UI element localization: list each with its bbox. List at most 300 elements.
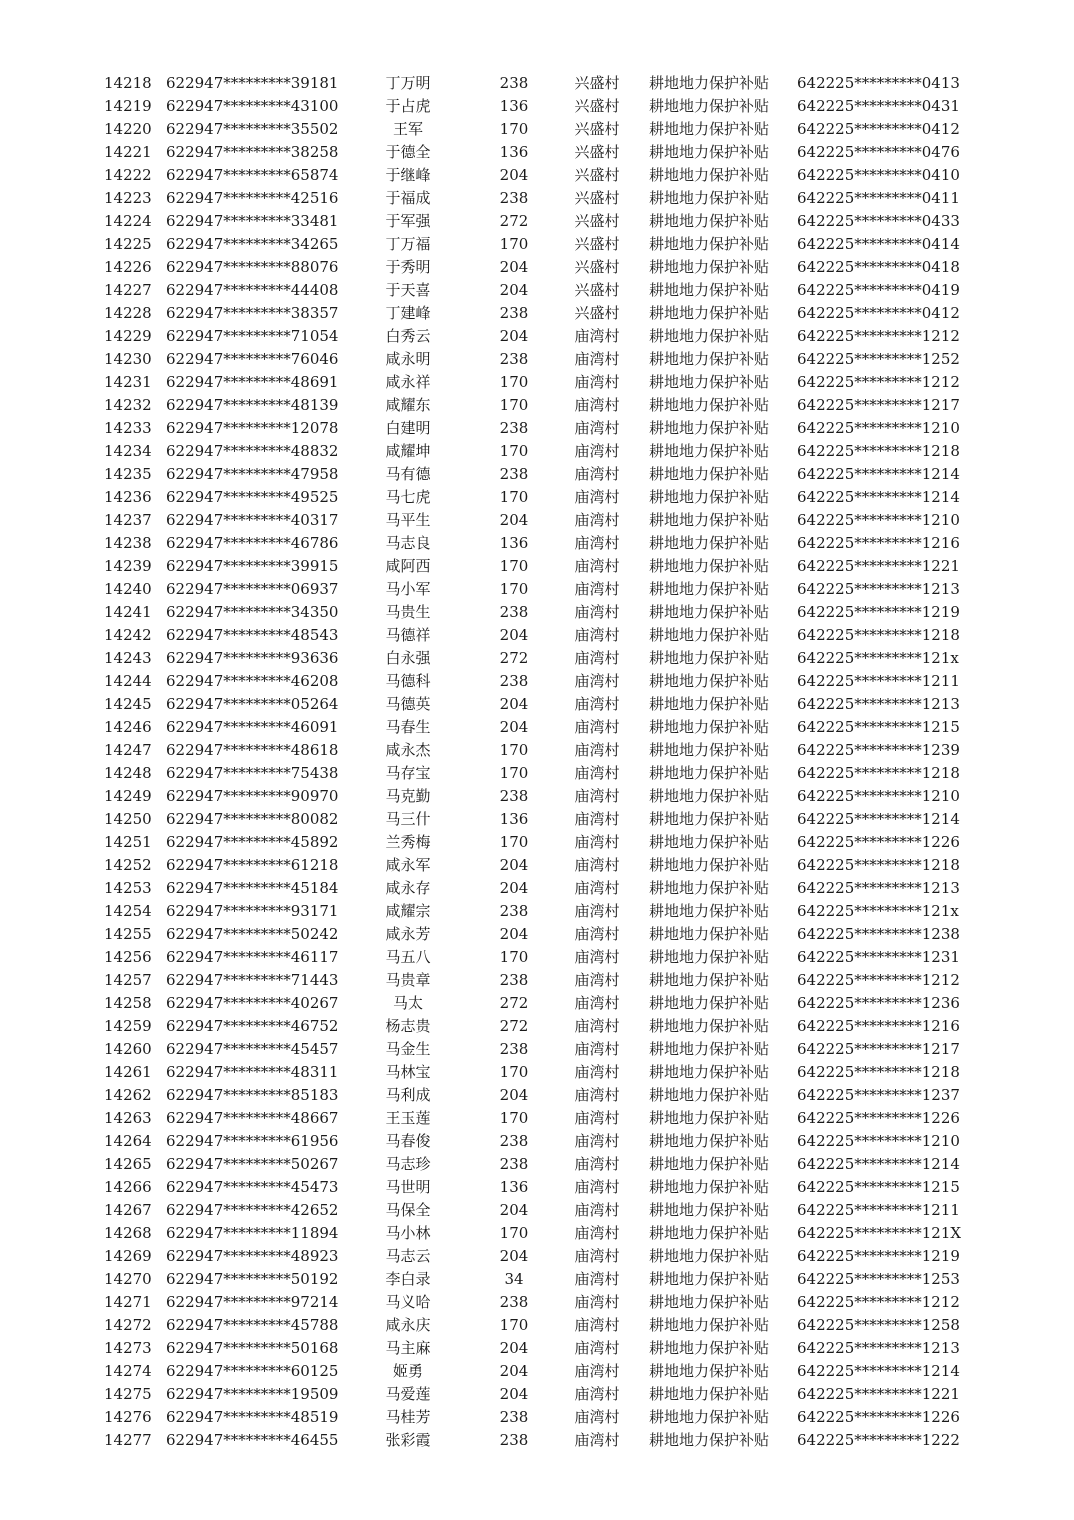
- village-name: 庙湾村: [574, 856, 620, 874]
- bank-card-number: 622947*********42516: [166, 189, 339, 207]
- id-number: 642225*********1217: [797, 396, 960, 414]
- village-name: 庙湾村: [574, 971, 620, 989]
- recipient-name: 马有德: [385, 465, 431, 483]
- subsidy-amount: 238: [499, 304, 529, 322]
- village-name: 兴盛村: [574, 281, 620, 299]
- subsidy-type: 耕地地力保护补贴: [648, 1155, 769, 1173]
- subsidy-amount: 204: [499, 718, 529, 736]
- village-name: 庙湾村: [574, 580, 620, 598]
- recipient-name: 马春俊: [385, 1132, 431, 1150]
- recipient-name: 马克勤: [385, 787, 431, 805]
- table-row: [0, 463, 1074, 486]
- table-row: [0, 716, 1074, 739]
- subsidy-type: 耕地地力保护补贴: [648, 1224, 769, 1242]
- bank-card-number: 622947*********80082: [166, 810, 339, 828]
- subsidy-type: 耕地地力保护补贴: [648, 1109, 769, 1127]
- table-row: [0, 1084, 1074, 1107]
- table-row: [0, 877, 1074, 900]
- subsidy-amount: 272: [499, 1017, 529, 1035]
- table-row: [0, 670, 1074, 693]
- subsidy-amount: 238: [499, 465, 529, 483]
- subsidy-amount: 136: [499, 534, 529, 552]
- village-name: 兴盛村: [574, 166, 620, 184]
- subsidy-type: 耕地地力保护补贴: [648, 718, 769, 736]
- subsidy-amount: 170: [499, 1224, 529, 1242]
- table-row: [0, 1406, 1074, 1429]
- subsidy-type: 耕地地力保护补贴: [648, 304, 769, 322]
- recipient-name: 马志云: [385, 1247, 431, 1265]
- id-number: 642225*********1239: [797, 741, 960, 759]
- village-name: 庙湾村: [574, 764, 620, 782]
- bank-card-number: 622947*********39915: [166, 557, 339, 575]
- village-name: 兴盛村: [574, 143, 620, 161]
- subsidy-amount: 170: [499, 373, 529, 391]
- village-name: 庙湾村: [574, 373, 620, 391]
- row-number: 14246: [104, 718, 152, 736]
- subsidy-amount: 170: [499, 488, 529, 506]
- table-row: [0, 647, 1074, 670]
- village-name: 庙湾村: [574, 1155, 620, 1173]
- table-row: [0, 1291, 1074, 1314]
- subsidy-type: 耕地地力保护补贴: [648, 166, 769, 184]
- bank-card-number: 622947*********06937: [166, 580, 339, 598]
- bank-card-number: 622947*********45788: [166, 1316, 339, 1334]
- id-number: 642225*********1218: [797, 764, 960, 782]
- recipient-name: 王军: [392, 120, 423, 138]
- row-number: 14269: [104, 1247, 152, 1265]
- village-name: 庙湾村: [574, 1316, 620, 1334]
- subsidy-type: 耕地地力保护补贴: [648, 465, 769, 483]
- row-number: 14254: [104, 902, 152, 920]
- recipient-name: 马太: [392, 994, 423, 1012]
- id-number: 642225*********0418: [797, 258, 960, 276]
- bank-card-number: 622947*********65874: [166, 166, 339, 184]
- row-number: 14228: [104, 304, 152, 322]
- bank-card-number: 622947*********76046: [166, 350, 339, 368]
- subsidy-type: 耕地地力保护补贴: [648, 1017, 769, 1035]
- subsidy-amount: 170: [499, 1109, 529, 1127]
- subsidy-amount: 204: [499, 258, 529, 276]
- row-number: 14245: [104, 695, 152, 713]
- id-number: 642225*********1253: [797, 1270, 960, 1288]
- bank-card-number: 622947*********46208: [166, 672, 339, 690]
- recipient-name: 马桂芳: [385, 1408, 431, 1426]
- table-row: [0, 923, 1074, 946]
- table-row: [0, 946, 1074, 969]
- id-number: 642225*********1212: [797, 327, 960, 345]
- subsidy-amount: 136: [499, 810, 529, 828]
- subsidy-amount: 238: [499, 350, 529, 368]
- subsidy-amount: 272: [499, 649, 529, 667]
- table-row: [0, 1061, 1074, 1084]
- id-number: 642225*********0413: [797, 74, 960, 92]
- row-number: 14232: [104, 396, 152, 414]
- table-row: [0, 1383, 1074, 1406]
- row-number: 14268: [104, 1224, 152, 1242]
- village-name: 兴盛村: [574, 120, 620, 138]
- table-row: [0, 118, 1074, 141]
- village-name: 兴盛村: [574, 189, 620, 207]
- bank-card-number: 622947*********93171: [166, 902, 339, 920]
- recipient-name: 马义哈: [385, 1293, 431, 1311]
- subsidy-type: 耕地地力保护补贴: [648, 1293, 769, 1311]
- id-number: 642225*********1212: [797, 1293, 960, 1311]
- id-number: 642225*********0410: [797, 166, 960, 184]
- village-name: 兴盛村: [574, 74, 620, 92]
- subsidy-amount: 170: [499, 1063, 529, 1081]
- subsidy-type: 耕地地力保护补贴: [648, 1385, 769, 1403]
- row-number: 14270: [104, 1270, 152, 1288]
- subsidy-amount: 136: [499, 97, 529, 115]
- subsidy-type: 耕地地力保护补贴: [648, 327, 769, 345]
- subsidy-amount: 204: [499, 695, 529, 713]
- recipient-name: 于福成: [385, 189, 431, 207]
- row-number: 14227: [104, 281, 152, 299]
- bank-card-number: 622947*********48667: [166, 1109, 339, 1127]
- subsidy-amount: 170: [499, 1316, 529, 1334]
- row-number: 14235: [104, 465, 152, 483]
- subsidy-type: 耕地地力保护补贴: [648, 787, 769, 805]
- table-row: [0, 1222, 1074, 1245]
- bank-card-number: 622947*********48519: [166, 1408, 339, 1426]
- row-number: 14234: [104, 442, 152, 460]
- id-number: 642225*********1226: [797, 1408, 960, 1426]
- subsidy-type: 耕地地力保护补贴: [648, 1316, 769, 1334]
- village-name: 庙湾村: [574, 994, 620, 1012]
- table-row: [0, 532, 1074, 555]
- recipient-name: 咸耀东: [385, 396, 431, 414]
- bank-card-number: 622947*********48139: [166, 396, 339, 414]
- recipient-name: 咸永军: [385, 856, 431, 874]
- id-number: 642225*********1210: [797, 419, 960, 437]
- recipient-name: 马存宝: [385, 764, 431, 782]
- row-number: 14218: [104, 74, 152, 92]
- table-row: [0, 992, 1074, 1015]
- village-name: 庙湾村: [574, 603, 620, 621]
- subsidy-amount: 238: [499, 419, 529, 437]
- id-number: 642225*********1258: [797, 1316, 960, 1334]
- id-number: 642225*********1215: [797, 1178, 960, 1196]
- row-number: 14250: [104, 810, 152, 828]
- subsidy-type: 耕地地力保护补贴: [648, 810, 769, 828]
- table-row: [0, 486, 1074, 509]
- village-name: 庙湾村: [574, 626, 620, 644]
- table-row: [0, 831, 1074, 854]
- row-number: 14277: [104, 1431, 152, 1449]
- id-number: 642225*********1221: [797, 1385, 960, 1403]
- subsidy-amount: 204: [499, 166, 529, 184]
- recipient-name: 马贵章: [385, 971, 431, 989]
- subsidy-type: 耕地地力保护补贴: [648, 879, 769, 897]
- id-number: 642225*********1219: [797, 1247, 960, 1265]
- subsidy-type: 耕地地力保护补贴: [648, 1132, 769, 1150]
- row-number: 14262: [104, 1086, 152, 1104]
- village-name: 庙湾村: [574, 511, 620, 529]
- subsidy-amount: 238: [499, 1431, 529, 1449]
- bank-card-number: 622947*********50192: [166, 1270, 339, 1288]
- subsidy-type: 耕地地力保护补贴: [648, 948, 769, 966]
- bank-card-number: 622947*********38258: [166, 143, 339, 161]
- id-number: 642225*********1211: [797, 1201, 960, 1219]
- table-row: [0, 325, 1074, 348]
- subsidy-amount: 204: [499, 1362, 529, 1380]
- bank-card-number: 622947*********46091: [166, 718, 339, 736]
- row-number: 14252: [104, 856, 152, 874]
- bank-card-number: 622947*********61956: [166, 1132, 339, 1150]
- recipient-name: 马德科: [385, 672, 431, 690]
- id-number: 642225*********1214: [797, 1155, 960, 1173]
- subsidy-type: 耕地地力保护补贴: [648, 419, 769, 437]
- id-number: 642225*********1231: [797, 948, 960, 966]
- table-row: [0, 693, 1074, 716]
- subsidy-type: 耕地地力保护补贴: [648, 833, 769, 851]
- recipient-name: 于占虎: [385, 97, 431, 115]
- id-number: 642225*********0433: [797, 212, 960, 230]
- village-name: 庙湾村: [574, 833, 620, 851]
- village-name: 庙湾村: [574, 925, 620, 943]
- subsidy-type: 耕地地力保护补贴: [648, 695, 769, 713]
- bank-card-number: 622947*********46752: [166, 1017, 339, 1035]
- id-number: 642225*********1213: [797, 1339, 960, 1357]
- bank-card-number: 622947*********48543: [166, 626, 339, 644]
- subsidy-type: 耕地地力保护补贴: [648, 741, 769, 759]
- recipient-name: 马志珍: [385, 1155, 431, 1173]
- bank-card-number: 622947*********48832: [166, 442, 339, 460]
- id-number: 642225*********1216: [797, 534, 960, 552]
- table-row: [0, 72, 1074, 95]
- subsidy-amount: 136: [499, 143, 529, 161]
- recipient-name: 马小林: [385, 1224, 431, 1242]
- recipient-name: 丁万福: [385, 235, 431, 253]
- recipient-name: 马平生: [385, 511, 431, 529]
- village-name: 庙湾村: [574, 1385, 620, 1403]
- subsidy-type: 耕地地力保护补贴: [648, 580, 769, 598]
- recipient-name: 马爱莲: [385, 1385, 431, 1403]
- bank-card-number: 622947*********38357: [166, 304, 339, 322]
- table-row: [0, 1337, 1074, 1360]
- table-row: [0, 256, 1074, 279]
- row-number: 14251: [104, 833, 152, 851]
- row-number: 14233: [104, 419, 152, 437]
- recipient-name: 马金生: [385, 1040, 431, 1058]
- recipient-name: 于秀明: [385, 258, 431, 276]
- subsidy-amount: 272: [499, 994, 529, 1012]
- table-row: [0, 969, 1074, 992]
- recipient-name: 白秀云: [385, 327, 431, 345]
- table-row: [0, 394, 1074, 417]
- table-row: [0, 164, 1074, 187]
- bank-card-number: 622947*********48618: [166, 741, 339, 759]
- bank-card-number: 622947*********71443: [166, 971, 339, 989]
- row-number: 14276: [104, 1408, 152, 1426]
- village-name: 庙湾村: [574, 1040, 620, 1058]
- bank-card-number: 622947*********48923: [166, 1247, 339, 1265]
- subsidy-amount: 238: [499, 672, 529, 690]
- subsidy-type: 耕地地力保护补贴: [648, 534, 769, 552]
- village-name: 庙湾村: [574, 879, 620, 897]
- subsidy-type: 耕地地力保护补贴: [648, 1040, 769, 1058]
- row-number: 14255: [104, 925, 152, 943]
- table-row: [0, 348, 1074, 371]
- subsidy-amount: 204: [499, 1385, 529, 1403]
- subsidy-type: 耕地地力保护补贴: [648, 994, 769, 1012]
- id-number: 642225*********121x: [797, 902, 959, 920]
- recipient-name: 于天喜: [385, 281, 431, 299]
- id-number: 642225*********0412: [797, 304, 960, 322]
- subsidy-amount: 34: [504, 1270, 524, 1288]
- id-number: 642225*********1210: [797, 511, 960, 529]
- bank-card-number: 622947*********50242: [166, 925, 339, 943]
- bank-card-number: 622947*********34265: [166, 235, 339, 253]
- village-name: 庙湾村: [574, 1293, 620, 1311]
- bank-card-number: 622947*********42652: [166, 1201, 339, 1219]
- bank-card-number: 622947*********05264: [166, 695, 339, 713]
- id-number: 642225*********1213: [797, 879, 960, 897]
- id-number: 642225*********1210: [797, 787, 960, 805]
- subsidy-type: 耕地地力保护补贴: [648, 971, 769, 989]
- village-name: 庙湾村: [574, 1086, 620, 1104]
- row-number: 14271: [104, 1293, 152, 1311]
- row-number: 14222: [104, 166, 152, 184]
- village-name: 兴盛村: [574, 212, 620, 230]
- table-row: [0, 578, 1074, 601]
- id-number: 642225*********1221: [797, 557, 960, 575]
- id-number: 642225*********0411: [797, 189, 960, 207]
- id-number: 642225*********1237: [797, 1086, 960, 1104]
- row-number: 14248: [104, 764, 152, 782]
- id-number: 642225*********1218: [797, 442, 960, 460]
- row-number: 14236: [104, 488, 152, 506]
- table-row: [0, 854, 1074, 877]
- bank-card-number: 622947*********71054: [166, 327, 339, 345]
- subsidy-amount: 204: [499, 879, 529, 897]
- row-number: 14223: [104, 189, 152, 207]
- table-row: [0, 233, 1074, 256]
- row-number: 14230: [104, 350, 152, 368]
- recipient-name: 于德全: [385, 143, 431, 161]
- recipient-name: 丁建峰: [385, 304, 431, 322]
- village-name: 庙湾村: [574, 488, 620, 506]
- subsidy-amount: 170: [499, 948, 529, 966]
- village-name: 庙湾村: [574, 1270, 620, 1288]
- id-number: 642225*********121x: [797, 649, 959, 667]
- row-number: 14253: [104, 879, 152, 897]
- bank-card-number: 622947*********34350: [166, 603, 339, 621]
- subsidy-type: 耕地地力保护补贴: [648, 396, 769, 414]
- row-number: 14267: [104, 1201, 152, 1219]
- village-name: 兴盛村: [574, 97, 620, 115]
- table-row: [0, 808, 1074, 831]
- bank-card-number: 622947*********48311: [166, 1063, 339, 1081]
- village-name: 庙湾村: [574, 787, 620, 805]
- id-number: 642225*********0476: [797, 143, 960, 161]
- id-number: 642225*********1222: [797, 1431, 960, 1449]
- village-name: 庙湾村: [574, 465, 620, 483]
- bank-card-number: 622947*********50267: [166, 1155, 339, 1173]
- subsidy-type: 耕地地力保护补贴: [648, 442, 769, 460]
- subsidy-type: 耕地地力保护补贴: [648, 1086, 769, 1104]
- bank-card-number: 622947*********60125: [166, 1362, 339, 1380]
- bank-card-number: 622947*********12078: [166, 419, 339, 437]
- village-name: 兴盛村: [574, 258, 620, 276]
- bank-card-number: 622947*********19509: [166, 1385, 339, 1403]
- recipient-name: 白建明: [385, 419, 431, 437]
- bank-card-number: 622947*********44408: [166, 281, 339, 299]
- bank-card-number: 622947*********39181: [166, 74, 339, 92]
- bank-card-number: 622947*********45892: [166, 833, 339, 851]
- village-name: 庙湾村: [574, 649, 620, 667]
- recipient-name: 马德英: [385, 695, 431, 713]
- row-number: 14274: [104, 1362, 152, 1380]
- bank-card-number: 622947*********40267: [166, 994, 339, 1012]
- table-row: [0, 555, 1074, 578]
- row-number: 14231: [104, 373, 152, 391]
- subsidy-type: 耕地地力保护补贴: [648, 74, 769, 92]
- bank-card-number: 622947*********61218: [166, 856, 339, 874]
- id-number: 642225*********1213: [797, 580, 960, 598]
- row-number: 14221: [104, 143, 152, 161]
- bank-card-number: 622947*********46455: [166, 1431, 339, 1449]
- recipient-name: 咸永杰: [385, 741, 431, 759]
- row-number: 14244: [104, 672, 152, 690]
- recipient-name: 于继峰: [385, 166, 431, 184]
- row-number: 14265: [104, 1155, 152, 1173]
- bank-card-number: 622947*********43100: [166, 97, 339, 115]
- subsidy-type: 耕地地力保护补贴: [648, 350, 769, 368]
- subsidy-amount: 204: [499, 925, 529, 943]
- subsidy-amount: 238: [499, 74, 529, 92]
- subsidy-type: 耕地地力保护补贴: [648, 925, 769, 943]
- id-number: 642225*********0412: [797, 120, 960, 138]
- village-name: 庙湾村: [574, 1408, 620, 1426]
- id-number: 642225*********1211: [797, 672, 960, 690]
- row-number: 14220: [104, 120, 152, 138]
- village-name: 庙湾村: [574, 534, 620, 552]
- village-name: 庙湾村: [574, 718, 620, 736]
- recipient-name: 咸永芳: [385, 925, 431, 943]
- subsidy-type: 耕地地力保护补贴: [648, 1063, 769, 1081]
- village-name: 庙湾村: [574, 1132, 620, 1150]
- recipient-name: 白永强: [385, 649, 431, 667]
- id-number: 642225*********1218: [797, 856, 960, 874]
- subsidy-type: 耕地地力保护补贴: [648, 1431, 769, 1449]
- table-row: [0, 417, 1074, 440]
- row-number: 14224: [104, 212, 152, 230]
- recipient-name: 马利成: [385, 1086, 431, 1104]
- subsidy-type: 耕地地力保护补贴: [648, 258, 769, 276]
- row-number: 14264: [104, 1132, 152, 1150]
- recipient-name: 咸阿西: [385, 557, 431, 575]
- subsidy-amount: 170: [499, 764, 529, 782]
- subsidy-amount: 238: [499, 1293, 529, 1311]
- recipient-name: 马三什: [385, 810, 431, 828]
- table-row: [0, 1360, 1074, 1383]
- village-name: 兴盛村: [574, 304, 620, 322]
- id-number: 642225*********1215: [797, 718, 960, 736]
- village-name: 庙湾村: [574, 350, 620, 368]
- village-name: 庙湾村: [574, 810, 620, 828]
- village-name: 庙湾村: [574, 1224, 620, 1242]
- subsidy-type: 耕地地力保护补贴: [648, 511, 769, 529]
- bank-card-number: 622947*********33481: [166, 212, 339, 230]
- village-name: 庙湾村: [574, 1339, 620, 1357]
- row-number: 14273: [104, 1339, 152, 1357]
- bank-card-number: 622947*********75438: [166, 764, 339, 782]
- id-number: 642225*********1218: [797, 1063, 960, 1081]
- bank-card-number: 622947*********45473: [166, 1178, 339, 1196]
- recipient-name: 咸永祥: [385, 373, 431, 391]
- recipient-name: 马世明: [385, 1178, 431, 1196]
